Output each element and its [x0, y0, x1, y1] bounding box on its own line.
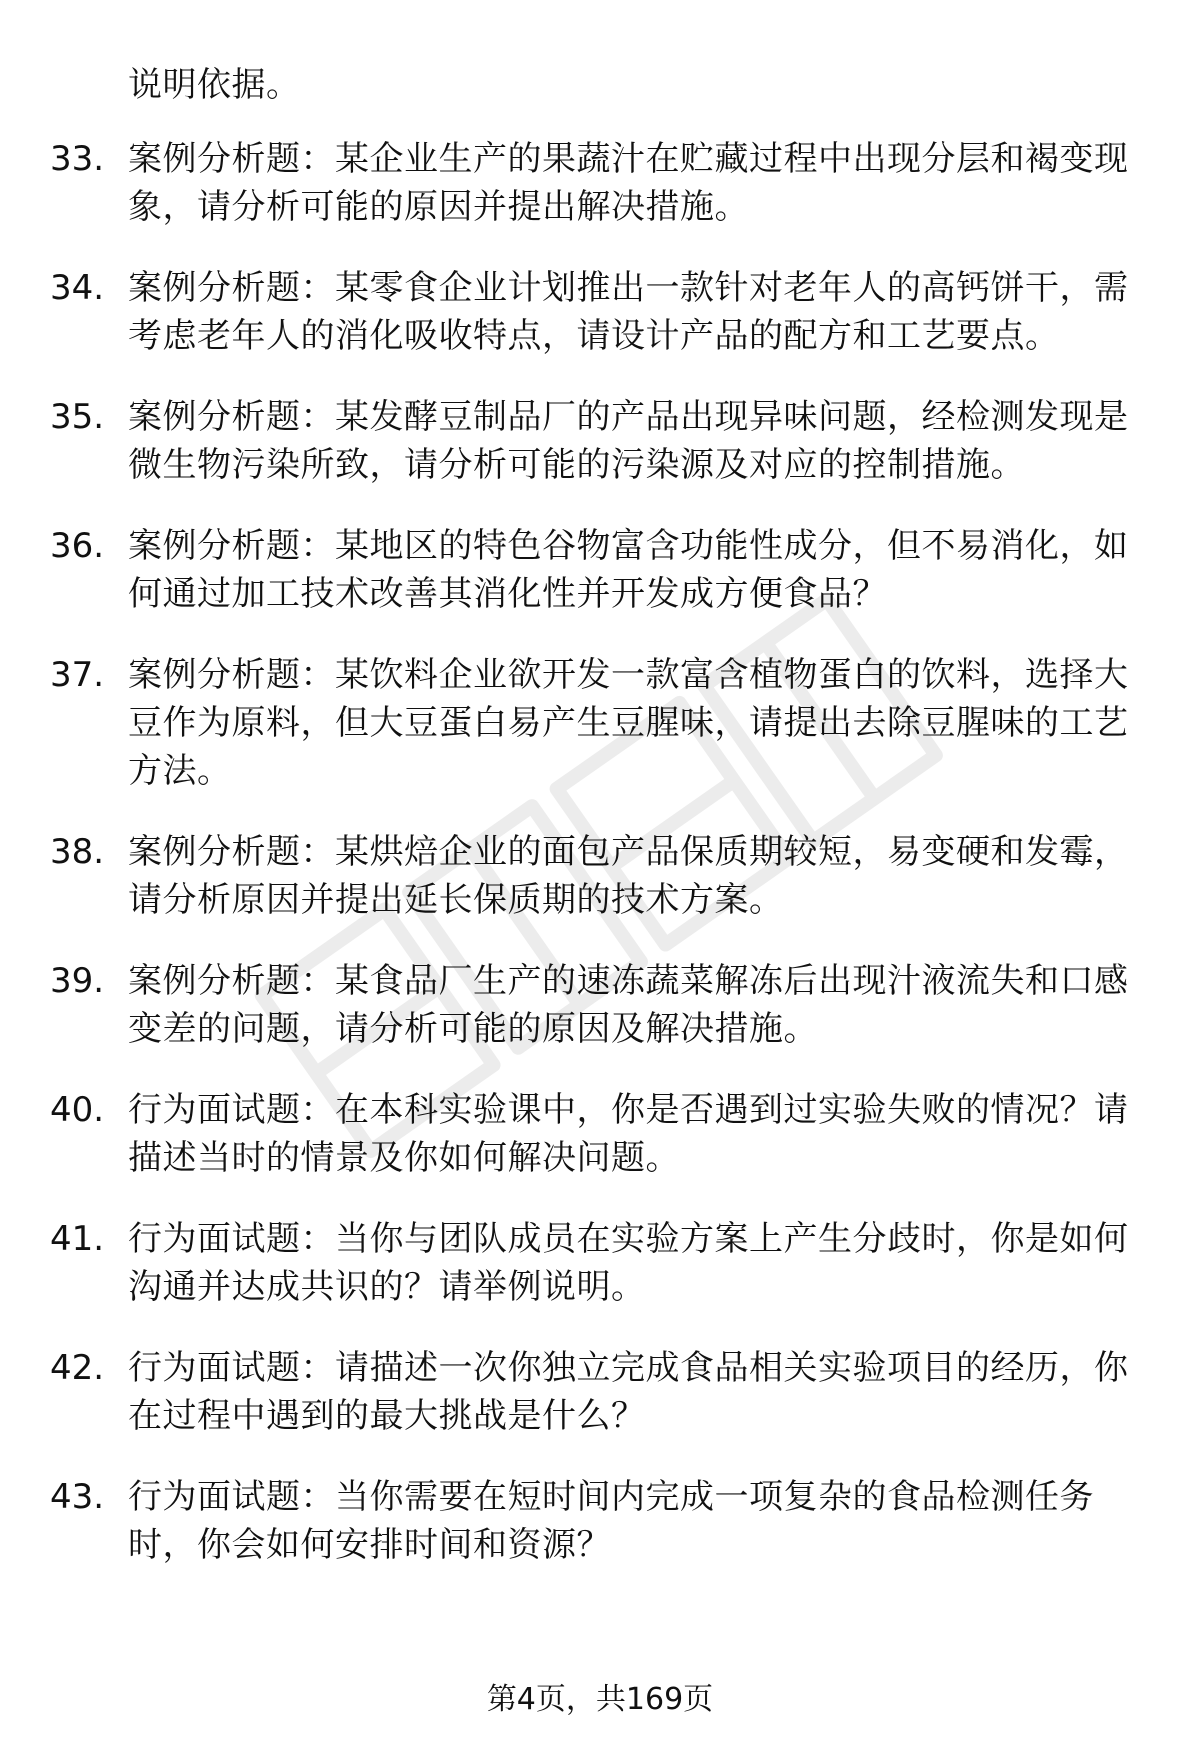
question-number: 43. [50, 1477, 105, 1517]
question-number: 33. [50, 139, 105, 179]
question-list [50, 135, 1150, 1602]
question-number: 40. [50, 1090, 105, 1130]
question-item [50, 1215, 1150, 1311]
question-number: 36. [50, 526, 105, 566]
question-item [50, 1473, 1150, 1569]
question-text: 案例分析题：某发酵豆制品厂的产品出现异味问题，经检测发现是微生物污染所致，请分析可能的污染源及对应的控制措施。 [128, 397, 1129, 485]
question-item [50, 393, 1150, 489]
question-number: 39. [50, 961, 105, 1001]
question-text: 案例分析题：某食品厂生产的速冻蔬菜解冻后出现汁液流失和口感变差的问题，请分析可能的原因及解决措施。 [128, 961, 1129, 1049]
question-number: 41. [50, 1219, 105, 1259]
page-footer: 第4页，共169页 [486, 1682, 714, 1717]
question-text: 案例分析题：某零食企业计划推出一款针对老年人的高钙饼干，需考虑老年人的消化吸收特点，请设计产品的配方和工艺要点。 [128, 268, 1129, 356]
question-item [50, 1086, 1150, 1182]
question-item [50, 135, 1150, 231]
question-item [50, 1344, 1150, 1440]
question-item [50, 522, 1150, 618]
question-number: 38. [50, 832, 105, 872]
question-number: 34. [50, 268, 105, 308]
question-text: 行为面试题：请描述一次你独立完成食品相关实验项目的经历，你在过程中遇到的最大挑战是什么？ [128, 1348, 1129, 1436]
question-item [50, 828, 1150, 924]
question-text: 案例分析题：某地区的特色谷物富含功能性成分，但不易消化，如何通过加工技术改善其消化性并开发成方便食品？ [128, 526, 1129, 614]
question-text: 行为面试题：当你需要在短时间内完成一项复杂的食品检测任务时，你会如何安排时间和资源？ [128, 1477, 1094, 1565]
question-number: 37. [50, 655, 105, 695]
question-text: 案例分析题：某企业生产的果蔬汁在贮藏过程中出现分层和褐变现象，请分析可能的原因并提出解决措施。 [128, 139, 1129, 227]
question-text: 行为面试题：当你与团队成员在实验方案上产生分歧时，你是如何沟通并达成共识的？请举例说明。 [128, 1219, 1129, 1307]
question-text: 案例分析题：某饮料企业欲开发一款富含植物蛋白的饮料，选择大豆作为原料，但大豆蛋白易产生豆腥味，请提出去除豆腥味的工艺方法。 [128, 655, 1129, 791]
question-item [50, 264, 1150, 360]
question-item [50, 651, 1150, 795]
question-text: 案例分析题：某烘焙企业的面包产品保质期较短，易变硬和发霉，请分析原因并提出延长保质期的技术方案。 [128, 832, 1129, 920]
question-item [50, 957, 1150, 1053]
question-number: 35. [50, 397, 105, 437]
question-text: 行为面试题：在本科实验课中，你是否遇到过实验失败的情况？请描述当时的情景及你如何解决问题。 [128, 1090, 1129, 1178]
question-number: 42. [50, 1348, 105, 1388]
continued-text: 说明依据。 [128, 65, 301, 105]
